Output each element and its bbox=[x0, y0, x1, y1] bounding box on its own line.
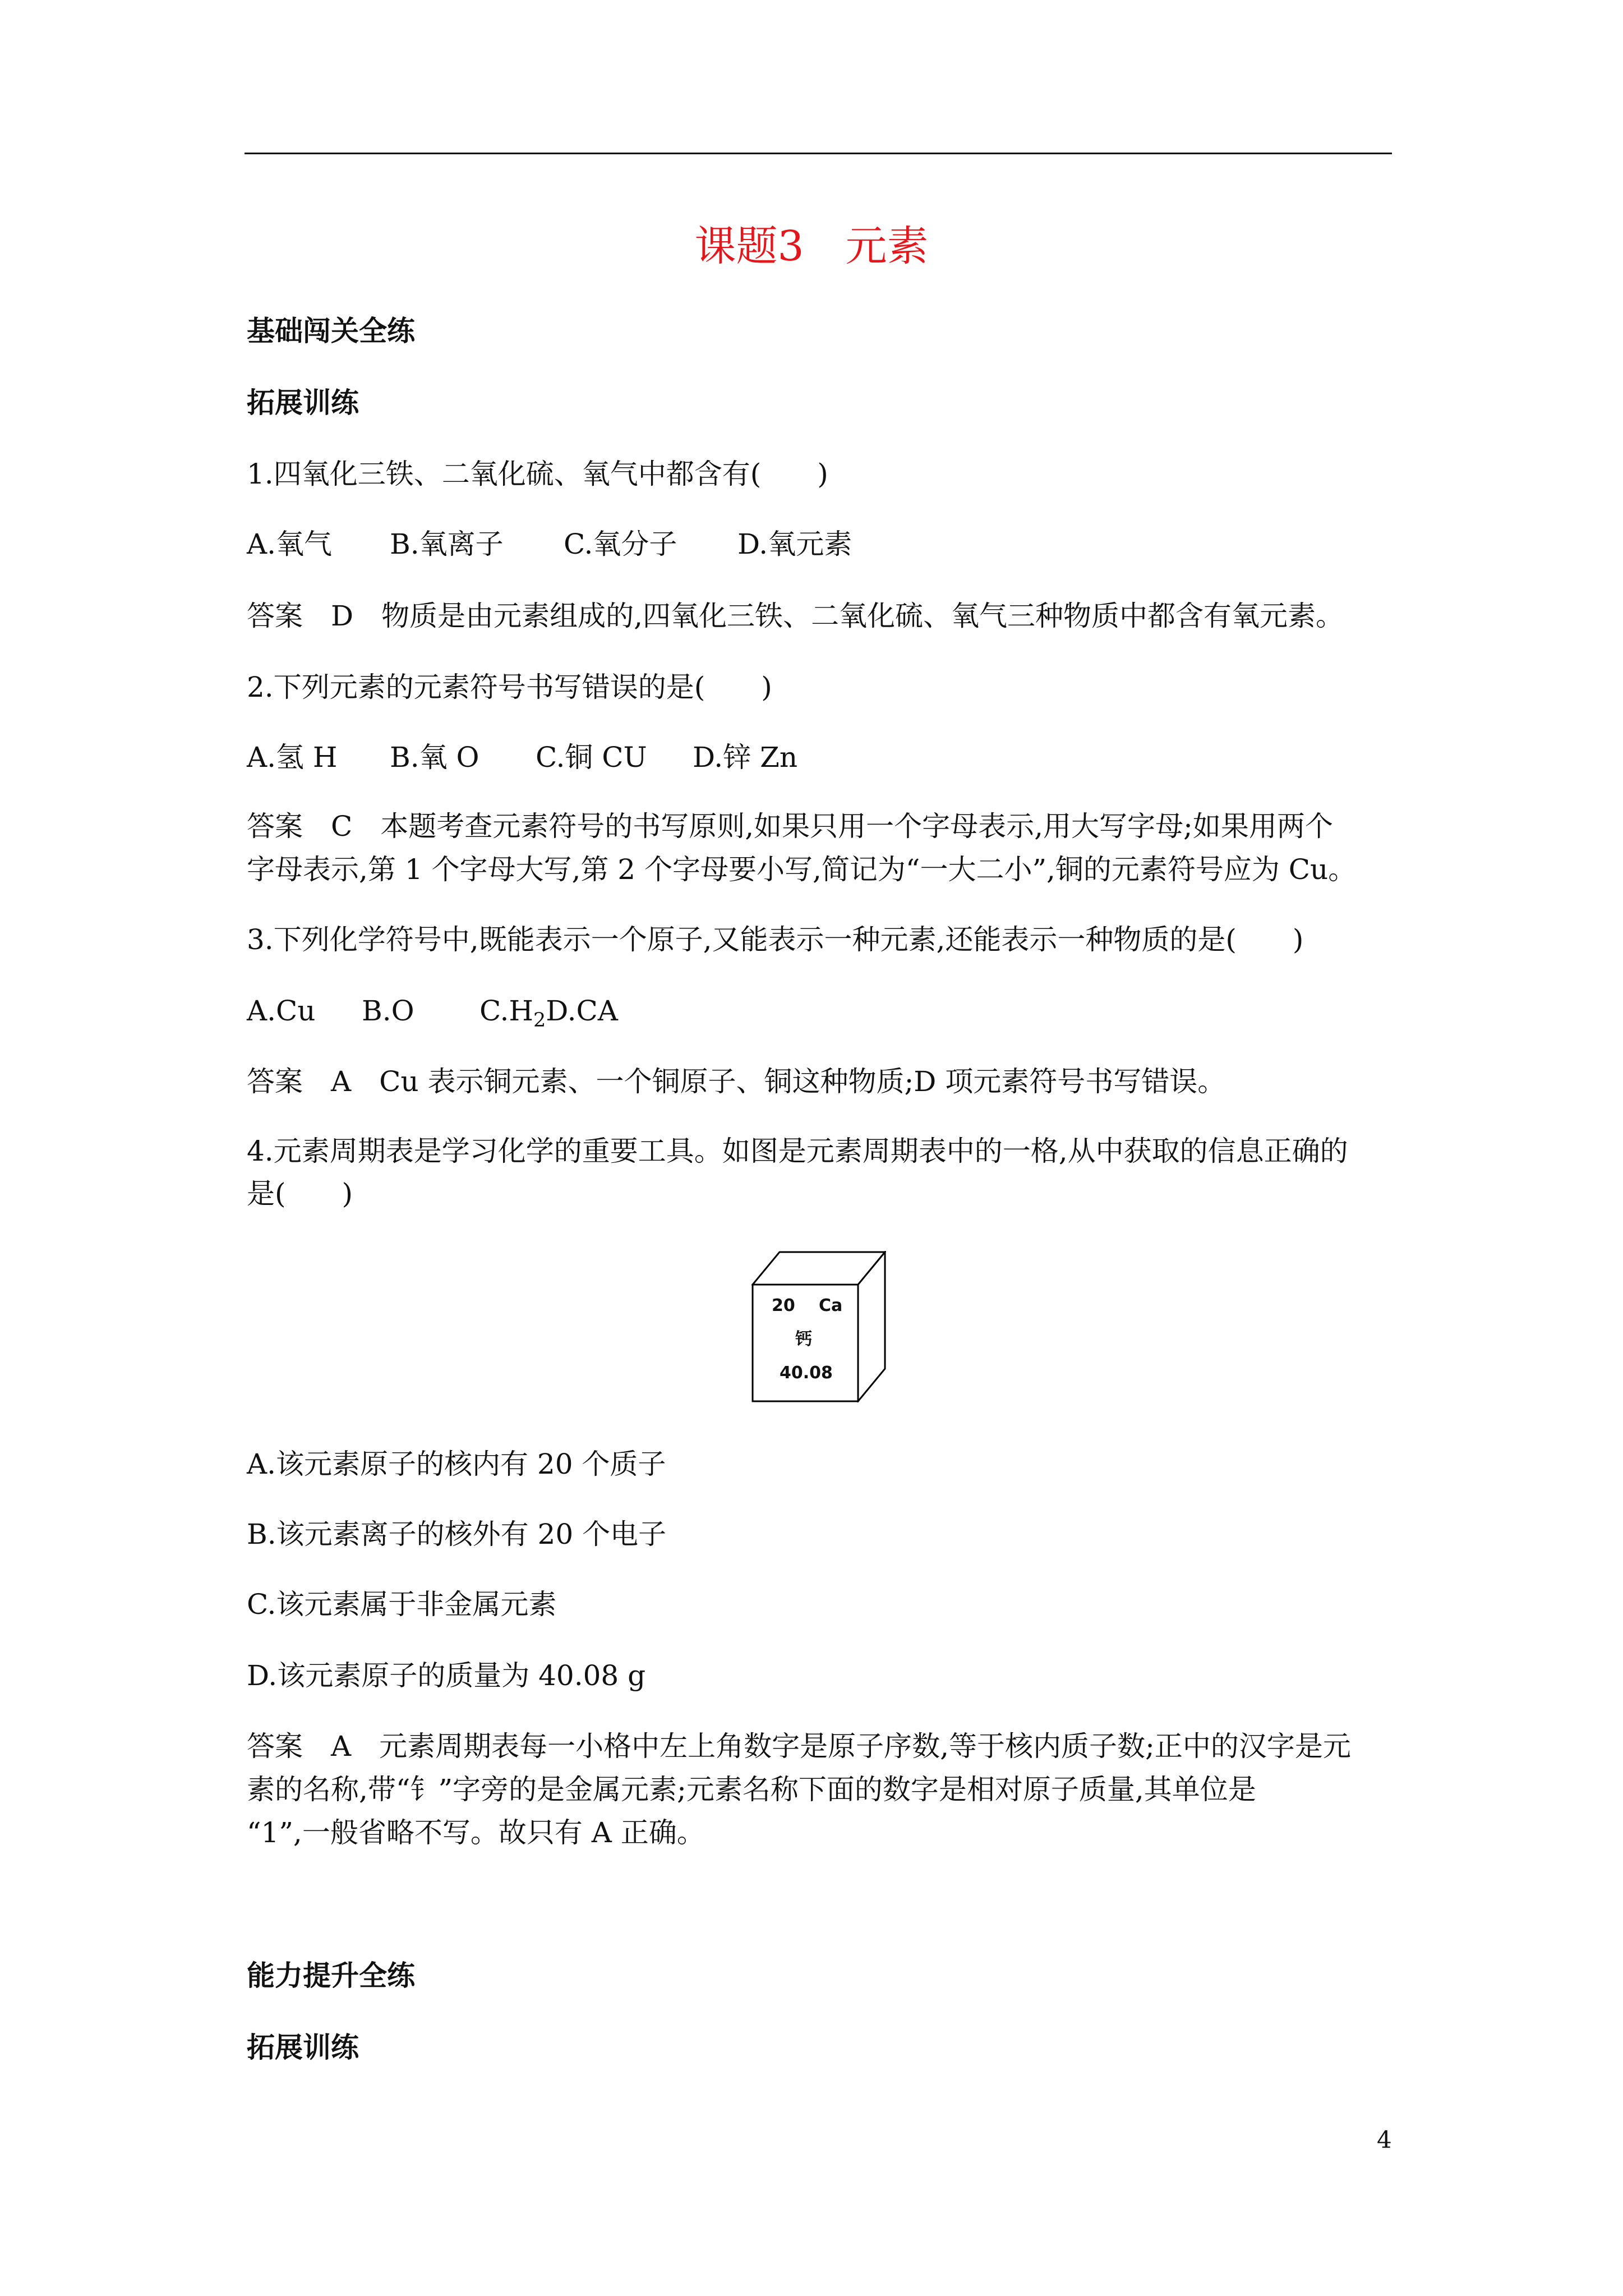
q2-answer-line-1: 答案 C 本题考查元素符号的书写原则,如果只用一个字母表示,用大写字母;如果用两个 bbox=[247, 810, 1333, 843]
q2-option-b: B.氧 O bbox=[390, 741, 479, 774]
q3-stem: 3.下列化学符号中,既能表示一个原子,又能表示一种元素,还能表示一种物质的是( ) bbox=[247, 923, 1304, 956]
q4-answer-line-1: 答案 A 元素周期表每一小格中左上角数字是原子序数,等于核内质子数;正中的汉字是元 bbox=[247, 1730, 1351, 1763]
q2-option-d: D.锌 Zn bbox=[693, 741, 798, 774]
cell-element-name: 钙 bbox=[795, 1329, 812, 1349]
header-rule bbox=[245, 153, 1392, 154]
q3-option-a: A.Cu bbox=[247, 995, 316, 1027]
q4-option-d: D.该元素原子的质量为 40.08 g bbox=[247, 1659, 646, 1692]
section-expand-2: 拓展训练 bbox=[247, 2031, 359, 2064]
q1-answer: 答案 D 物质是由元素组成的,四氧化三铁、二氧化硫、氧气三种物质中都含有氧元素。 bbox=[247, 600, 1344, 632]
q2-option-c: C.铜 CU bbox=[536, 741, 647, 774]
q4-option-c: C.该元素属于非金属元素 bbox=[247, 1588, 557, 1621]
q1-option-d: D.氧元素 bbox=[737, 528, 852, 560]
q4-stem-line-2: 是( ) bbox=[247, 1177, 353, 1210]
q4-option-a: A.该元素原子的核内有 20 个质子 bbox=[247, 1448, 666, 1480]
q2-option-a: A.氢 H bbox=[247, 741, 338, 774]
q1-option-c: C.氧分子 bbox=[564, 528, 677, 560]
q3-answer: 答案 A Cu 表示铜元素、一个铜原子、铜这种物质;D 项元素符号书写错误。 bbox=[247, 1065, 1226, 1098]
q4-answer-line-2: 素的名称,带“钅”字旁的是金属元素;元素名称下面的数字是相对原子质量,其单位是 bbox=[247, 1773, 1256, 1806]
q2-answer-line-2: 字母表示,第 1 个字母大写,第 2 个字母要小写,简记为“一大二小”,铜的元素符号应为 Cu。 bbox=[247, 853, 1357, 886]
q2-stem: 2.下列元素的元素符号书写错误的是( ) bbox=[247, 671, 772, 703]
section-basic: 基础闯关全练 bbox=[247, 315, 415, 347]
q4-option-b: B.该元素离子的核外有 20 个电子 bbox=[247, 1518, 667, 1550]
q1-stem: 1.四氧化三铁、二氧化硫、氧气中都含有( ) bbox=[247, 458, 828, 490]
cell-symbol: Ca bbox=[819, 1296, 843, 1315]
q3-option-b: B.O bbox=[362, 995, 414, 1027]
q1-option-b: B.氧离子 bbox=[390, 528, 504, 560]
cell-atomic-number: 20 bbox=[772, 1296, 795, 1315]
q4-stem-line-1: 4.元素周期表是学习化学的重要工具。如图是元素周期表中的一格,从中获取的信息正确的 bbox=[247, 1135, 1348, 1167]
q1-option-a: A.氧气 bbox=[247, 528, 333, 560]
q3-option-c: $C.H_2D.CA$ bbox=[479, 995, 618, 1032]
periodic-cell-figure bbox=[751, 1251, 886, 1402]
page-title: 课题3 元素 bbox=[694, 222, 929, 270]
cell-atomic-mass: 40.08 bbox=[780, 1363, 833, 1383]
section-ability: 能力提升全练 bbox=[247, 1959, 415, 1992]
section-expand-1: 拓展训练 bbox=[247, 386, 359, 419]
page-number: 4 bbox=[1377, 2126, 1392, 2154]
q4-answer-line-3: “1”,一般省略不写。故只有 A 正确。 bbox=[247, 1816, 705, 1849]
